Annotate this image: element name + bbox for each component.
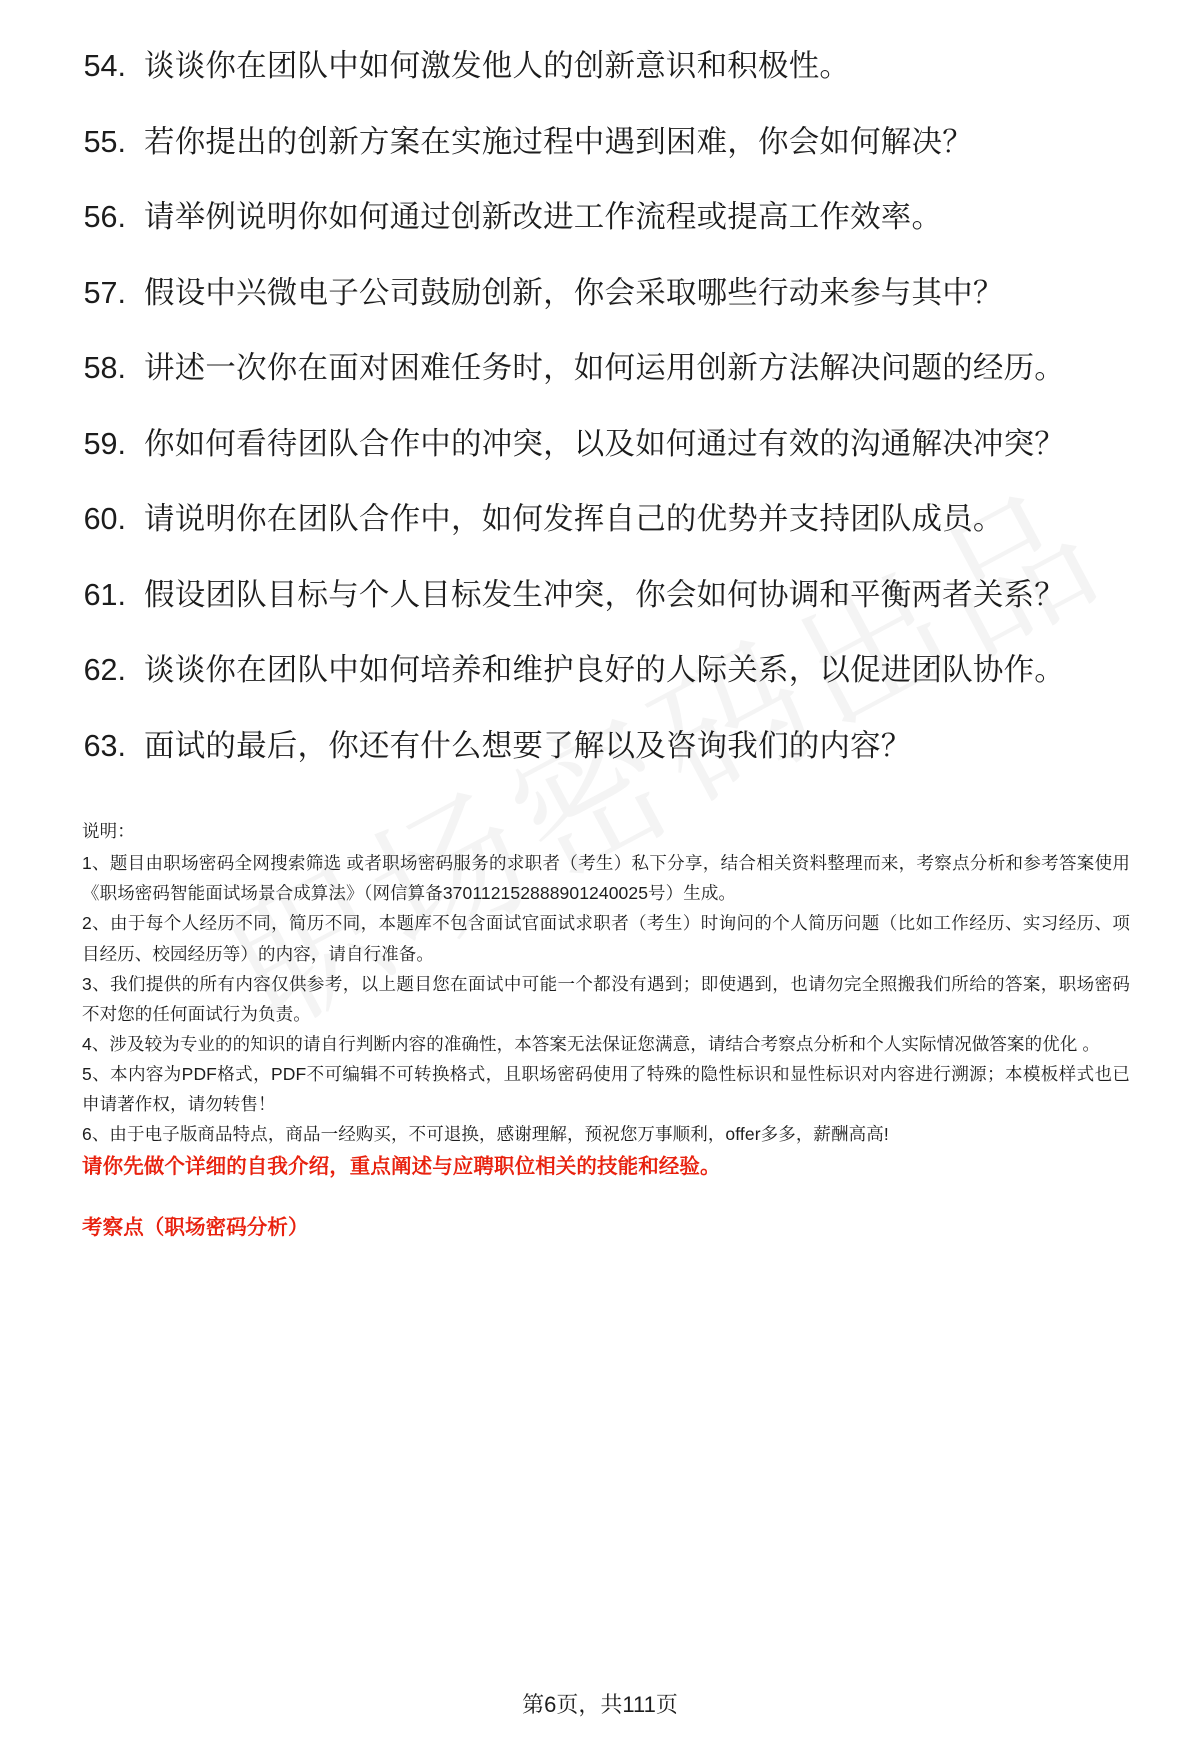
question-text: 面试的最后，你还有什么想要了解以及咨询我们的内容？ bbox=[144, 728, 912, 763]
question-text: 若你提出的创新方案在实施过程中遇到困难，你会如何解决？ bbox=[144, 124, 973, 159]
question-number: 59. bbox=[83, 426, 126, 461]
note-item: 4、涉及较为专业的的知识的请自行判断内容的准确性，本答案无法保证您满意，请结合考察点分析和个人实际情况做答案的优化 。 bbox=[82, 1033, 1100, 1054]
question-list bbox=[70, 44, 1130, 768]
question-text: 你如何看待团队合作中的冲突，以及如何通过有效的沟通解决冲突？ bbox=[144, 426, 1065, 461]
question-text: 谈谈你在团队中如何培养和维护良好的人际关系，以促进团队协作。 bbox=[144, 653, 1065, 688]
list-item bbox=[70, 271, 1130, 316]
question-number: 63. bbox=[83, 728, 126, 763]
question-text: 谈谈你在团队中如何激发他人的创新意识和积极性。 bbox=[144, 49, 851, 83]
note-item: 6、由于电子版商品特点，商品一经购买，不可退换，感谢理解，预祝您万事顺利，offer多多，薪酬高高! bbox=[82, 1124, 889, 1145]
list-item bbox=[70, 44, 1130, 89]
notes-block bbox=[70, 816, 1130, 1246]
list-item bbox=[70, 497, 1130, 542]
highlight-section-heading: 考察点（职场密码分析） bbox=[82, 1216, 309, 1240]
notes-title: 说明： bbox=[82, 821, 135, 842]
question-text: 假设团队目标与个人目标发生冲突，你会如何协调和平衡两者关系？ bbox=[144, 577, 1065, 612]
question-number: 58. bbox=[83, 351, 126, 386]
question-number: 56. bbox=[83, 200, 126, 235]
list-item bbox=[70, 195, 1130, 240]
page-footer: 第6页，共111页 bbox=[522, 1692, 678, 1717]
list-item bbox=[70, 724, 1130, 769]
question-text: 讲述一次你在面对困难任务时，如何运用创新方法解决问题的经历。 bbox=[144, 351, 1065, 386]
highlight-question: 请你先做个详细的自我介绍，重点阐述与应聘职位相关的技能和经验。 bbox=[82, 1155, 721, 1179]
list-item bbox=[70, 573, 1130, 618]
question-number: 55. bbox=[83, 124, 126, 159]
question-text: 假设中兴微电子公司鼓励创新，你会采取哪些行动来参与其中？ bbox=[144, 275, 1004, 310]
note-item: 3、我们提供的所有内容仅供参考，以上题目您在面试中可能一个都没有遇到；即使遇到，也请勿完全照搬我们所给的答案，职场密码不对您的任何面试行为负责。 bbox=[82, 973, 1130, 1024]
list-item bbox=[70, 120, 1130, 165]
list-item bbox=[70, 422, 1130, 467]
question-number: 60. bbox=[83, 502, 126, 537]
list-item bbox=[70, 648, 1130, 693]
question-number: 57. bbox=[83, 275, 126, 310]
page-content bbox=[70, 44, 1130, 1246]
question-number: 54. bbox=[83, 49, 126, 83]
note-item: 1、题目由职场密码全网搜索筛选 或者职场密码服务的求职者（考生）私下分享，结合相关资料整理而来，考察点分析和参考答案使用《职场密码智能面试场景合成算法》（网信算备370112152888901240025号）生成。 bbox=[82, 853, 1130, 904]
question-number: 61. bbox=[83, 577, 126, 612]
question-text: 请说明你在团队合作中，如何发挥自己的优势并支持团队成员。 bbox=[144, 502, 1004, 537]
list-item bbox=[70, 346, 1130, 391]
note-item: 2、由于每个人经历不同，简历不同，本题库不包含面试官面试求职者（考生）时询问的个人简历问题（比如工作经历、实习经历、项目经历、校园经历等）的内容，请自行准备。 bbox=[82, 913, 1130, 964]
question-number: 62. bbox=[83, 653, 126, 688]
question-text: 请举例说明你如何通过创新改进工作流程或提高工作效率。 bbox=[144, 200, 943, 235]
note-item: 5、本内容为PDF格式，PDF不可编辑不可转换格式，且职场密码使用了特殊的隐性标识和显性标识对内容进行溯源；本模板样式也已申请著作权，请勿转售！ bbox=[82, 1063, 1130, 1114]
